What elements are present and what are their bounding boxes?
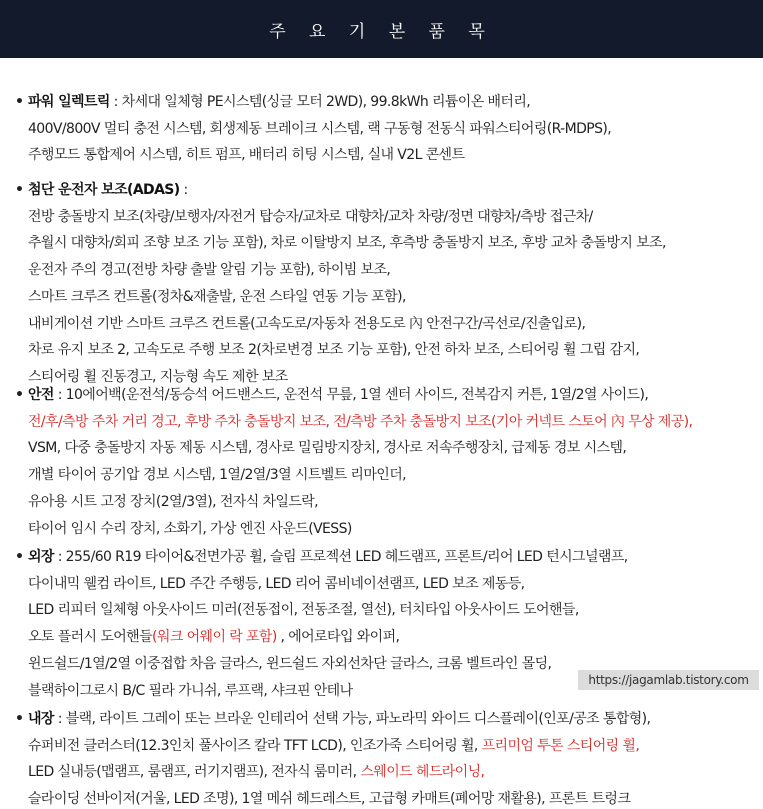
- bullet-icon: •: [15, 387, 24, 403]
- feature-text: , 에어로타입 와이퍼,: [276, 629, 400, 646]
- highlighted-text: 프리미엄 투톤 스티어링 휠,: [481, 737, 640, 754]
- feature-text: 차로 유지 보조 2, 고속도로 주행 보조 2(차로변경 보조 기능 포함), 안전 하차 보조, 스티어링 휠 그립 감지,: [28, 342, 640, 359]
- section-line: [28, 119, 611, 139]
- feature-text: 타이어 임시 수리 장치, 소화기, 가상 엔진 사운드(VESS): [28, 520, 352, 537]
- section-line: [28, 207, 593, 227]
- section-label: 내장: [28, 711, 54, 727]
- feature-text: 개별 타이어 공기압 경보 시스템, 1열/2열/3열 시트벨트 리마인더,: [28, 467, 406, 484]
- feature-text: : 255/60 R19 타이어&전면가공 휠, 슬림 프로젝션 LED 헤드램프, 프론트/리어 LED 턴시그널램프,: [53, 549, 628, 565]
- feature-text: 내비게이션 기반 스마트 크루즈 컨트롤(고속도로/자동차 전용도로 內 안전구간/곡선로/진출입로),: [28, 315, 586, 332]
- section-line: [28, 762, 484, 782]
- section-line: [28, 789, 630, 809]
- section-line: [15, 385, 648, 405]
- feature-text: 전방 충돌방지 보조(차량/보행자/자전거 탑승자/교차로 대향차/교차 차량/정면 대향차/측방 접근차/: [28, 208, 593, 225]
- feature-text: : 10에어백(운전석/동승석 어드밴스드, 운전석 무릎, 1열 센터 사이드, 전복감지 커튼, 1열/2열 사이드),: [53, 387, 649, 403]
- section-line: [28, 681, 353, 701]
- feature-text: 주행모드 통합제어 시스템, 히트 펌프, 배터리 히팅 시스템, 실내 V2L 콘센트: [28, 147, 465, 164]
- section-line: [28, 627, 399, 647]
- bullet-icon: •: [15, 94, 24, 110]
- bullet-icon: •: [15, 549, 24, 565]
- section-label: 파워 일렉트릭: [28, 94, 110, 110]
- highlighted-text: 스웨이드 헤드라이닝,: [360, 764, 485, 781]
- feature-text: : 차세대 일체형 PE시스템(싱글 모터 2WD), 99.8kWh 리튬이온 배터리,: [109, 94, 531, 110]
- feature-text: 유아용 시트 고정 장치(2열/3열), 전자식 차일드락,: [28, 493, 319, 510]
- feature-text: 오토 플러시 도어핸들: [28, 629, 153, 646]
- feature-text: 추월시 대향차/회피 조향 보조 기능 포함), 차로 이탈방지 보조, 후측방 충돌방지 보조, 후방 교차 충돌방지 보조,: [28, 235, 666, 252]
- section-label: 외장: [28, 549, 54, 565]
- section-line: [28, 600, 579, 620]
- section-line: [28, 492, 318, 512]
- section-line: [28, 412, 692, 432]
- section-label: 첨단 운전자 보조(ADAS): [28, 182, 180, 198]
- feature-text: 윈드쉴드/1열/2열 이중접합 차음 글라스, 윈드쉴드 자외선차단 글라스, 크롬 벨트라인 몰딩,: [28, 655, 552, 672]
- section-line: [28, 340, 639, 360]
- feature-text: :: [179, 182, 188, 198]
- section-line: [15, 92, 530, 112]
- watermark-url: https://jagamlab.tistory.com: [578, 670, 759, 690]
- section-line: [28, 314, 585, 334]
- header-bar: [0, 0, 763, 58]
- page-title: 주 요 기 본 품 목: [269, 21, 494, 42]
- feature-text: : 블랙, 라이트 그레이 또는 브라운 인테리어 선택 가능, 파노라믹 와이드 디스플레이(인포/공조 통합형),: [53, 711, 651, 727]
- section-line: [28, 233, 666, 253]
- feature-text: VSM, 다중 충돌방지 자동 제동 시스템, 경사로 밀림방지장치, 경사로 저속주행장치, 급제동 경보 시스템,: [28, 440, 627, 457]
- highlighted-text: (워크 어웨이 락 포함): [152, 629, 277, 646]
- feature-text: 스마트 크루즈 컨트롤(정차&재출발, 운전 스타일 연동 기능 포함),: [28, 288, 406, 305]
- feature-text: LED 리피터 일체형 아웃사이드 미러(전동접이, 전동조절, 열선), 터치타입 아웃사이드 도어핸들,: [28, 602, 579, 619]
- feature-text: 스티어링 휠 진동경고, 지능형 속도 제한 보조: [28, 368, 288, 385]
- section-line: [15, 180, 188, 200]
- section-line: [28, 145, 464, 165]
- feature-text: 운전자 주의 경고(전방 차량 출발 알림 기능 포함), 하이빔 보조,: [28, 262, 391, 279]
- section-line: [28, 654, 551, 674]
- section-line: [28, 438, 626, 458]
- highlighted-text: 전/후/측방 주차 거리 경고, 후방 주차 충돌방지 보조, 전/측방 주차 충돌방지 보조(기아 커넥트 스토어 內 무상 제공),: [28, 413, 693, 430]
- section-line: [15, 547, 628, 567]
- bullet-icon: •: [15, 711, 24, 727]
- feature-text: 슈퍼비전 클러스터(12.3인치 풀사이즈 칼라 TFT LCD), 인조가죽 스티어링 휠,: [28, 737, 482, 754]
- section-line: [28, 260, 390, 280]
- section-line: [28, 574, 525, 594]
- section-line: [28, 367, 288, 387]
- section-line: [28, 465, 406, 485]
- feature-text: 다이내믹 웰컴 라이트, LED 주간 주행등, LED 리어 콤비네이션램프, LED 보조 제동등,: [28, 575, 525, 592]
- section-line: [28, 287, 406, 307]
- section-label: 안전: [28, 387, 54, 403]
- section-line: [28, 736, 639, 756]
- feature-text: 블랙하이그로시 B/C 필라 가니쉬, 루프랙, 샤크핀 안테나: [28, 682, 353, 699]
- feature-text: 400V/800V 멀티 충전 시스템, 회생제동 브레이크 시스템, 랙 구동형 전동식 파워스티어링(R-MDPS),: [28, 120, 612, 137]
- bullet-icon: •: [15, 182, 24, 198]
- feature-text: 슬라이딩 선바이저(거울, LED 조명), 1열 메쉬 헤드레스트, 고급형 카매트(폐어망 재활용), 프론트 트렁크: [28, 791, 631, 808]
- section-line: [15, 709, 650, 729]
- section-line: [28, 519, 352, 539]
- feature-text: LED 실내등(맵램프, 룸램프, 러기지램프), 전자식 룸미러,: [28, 764, 361, 781]
